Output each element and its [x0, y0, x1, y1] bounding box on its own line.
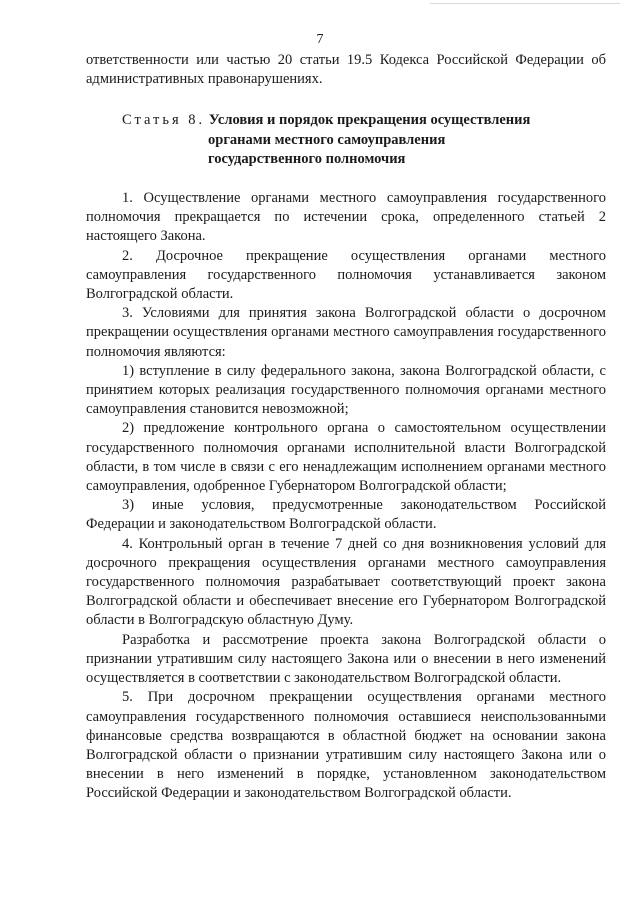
paragraph-2: 2. Досрочное прекращение осуществления органами местного самоуправления государственного полномочия устанавливается законом Волгоградской области.	[86, 247, 606, 303]
paragraph-4: 4. Контрольный орган в течение 7 дней со дня возникновения условий для досрочного прекращения осуществления органами местного самоуправления государственного полномочия разрабатывает соответствующий проект закона Волгоградской области и обеспечивает внесение его Губернатором Волгоградской области в Волгоградскую областную Думу.	[86, 535, 606, 629]
paragraph-3-item-3: 3) иные условия, предусмотренные законодательством Российской Федерации и законодательством Волгоградской области.	[86, 497, 606, 533]
article-label: Статья 8.	[122, 112, 206, 129]
paragraph-3-item-1: 1) вступление в силу федерального закона, закона Волгоградской области, с принятием которых реализация государственного полномочия органами местного самоуправления становится невозможной;	[86, 362, 606, 418]
article-title-line-1: Условия и порядок прекращения осуществления	[208, 112, 531, 129]
scan-artifact-line	[430, 3, 620, 4]
paragraph-4-continued: Разработка и рассмотрение проекта закона Волгоградской области о признании утратившим силу настоящего Закона или о внесении в него изменений осуществляется в соответствии с законодательством Волгоградской области.	[86, 631, 606, 687]
paragraph-3: 3. Условиями для принятия закона Волгоградской области о досрочном прекращении осуществления органами местного самоуправления государственного полномочия являются:	[86, 305, 606, 360]
paragraph-5: 5. При досрочном прекращении осуществления органами местного самоуправления государственного полномочия оставшиеся неиспользованными финансовые средства возвращаются в областной бюджет на основании закона Волгоградской области о признании утратившим силу настоящего Закона или о внесении в него изменений в порядке, установленном законодательством Российской Федерации и законодательством Волгоградской области.	[86, 689, 606, 802]
article-title-line-3: государственного полномочия	[208, 150, 406, 167]
intro-paragraph: ответственности или частью 20 статьи 19.5 Кодекса Российской Федерации об административных правонарушениях.	[86, 52, 606, 88]
article-heading	[86, 111, 606, 169]
paragraph-3-item-2: 2) предложение контрольного органа о самостоятельном осуществлении государственного полномочия органами исполнительной власти Волгоградской области, в том числе в связи с его ненадлежащим исполнением органами местного самоуправления, одобренное Губернатором Волгоградской области;	[86, 420, 606, 495]
paragraph-1: 1. Осуществление органами местного самоуправления государственного полномочия прекращается по истечении срока, определенного статьей 2 настоящего Закона.	[86, 190, 606, 245]
page-number: 7	[316, 32, 324, 47]
document-body	[86, 51, 606, 804]
article-title-line-2: органами местного самоуправления	[208, 131, 446, 148]
